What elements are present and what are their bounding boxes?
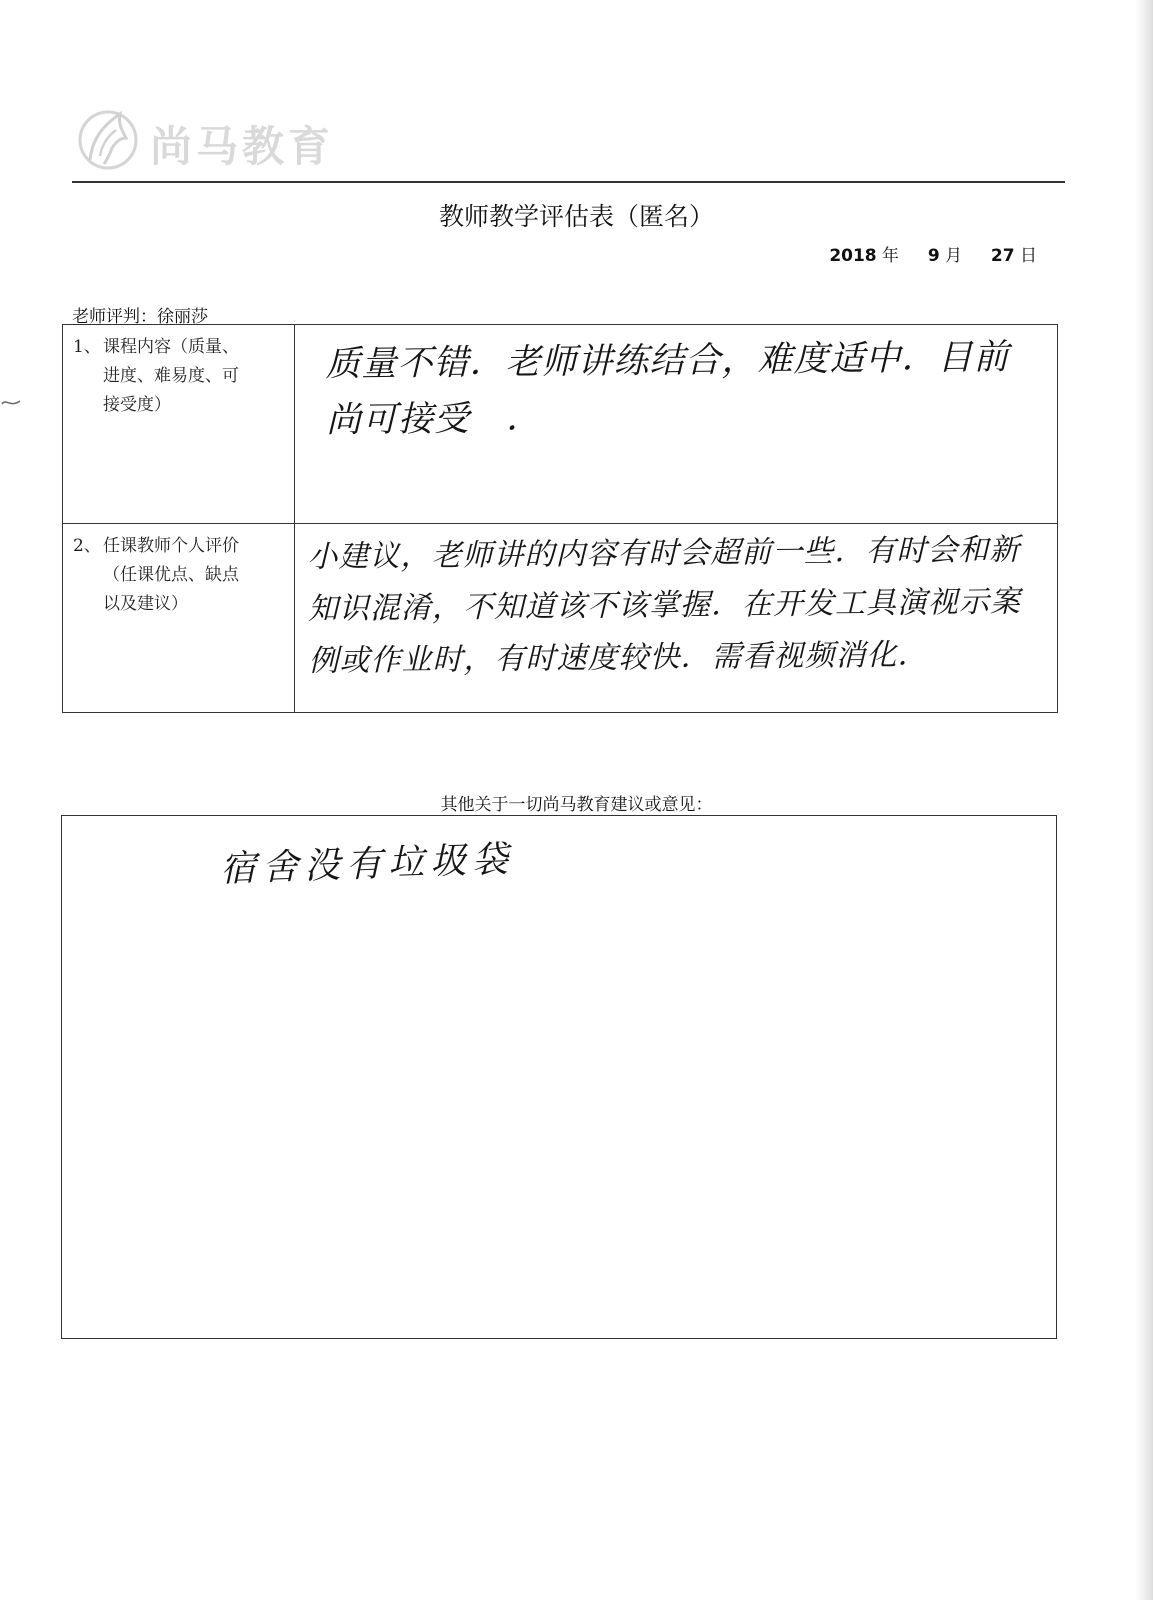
table-row: [63, 325, 1058, 524]
date-day-unit: 日: [1020, 246, 1037, 266]
table-row: [63, 524, 1058, 713]
other-suggestions-title: 其他关于一切尚马教育建议或意见：: [440, 795, 713, 815]
answer-course-content[interactable]: [295, 325, 1058, 524]
evaluation-table: [62, 324, 1058, 713]
other-suggestions-box[interactable]: [61, 815, 1057, 1339]
handwritten-suggestion: 宿舍没有垃圾袋: [219, 838, 515, 891]
row-label-text: 课程内容（质量、 进度、难易度、可 接受度）: [103, 337, 239, 415]
form-title: 教师教学评估表（匿名）: [438, 202, 714, 231]
handwritten-answer: 质量不错．老师讲练结合，难度适中．目前尚可接受 ．: [325, 337, 1010, 441]
form-date: [829, 241, 1037, 266]
row-label-teacher-evaluation: [63, 524, 295, 713]
logo-wordmark: 尚马教育: [150, 122, 335, 171]
date-year: 2018: [829, 246, 877, 266]
answer-teacher-evaluation[interactable]: [295, 524, 1058, 713]
teacher-label: 老师评判：徐丽莎: [72, 307, 208, 327]
date-month-unit: 月: [945, 246, 963, 266]
date-day: 27: [990, 246, 1015, 266]
row-number: 1、: [73, 337, 101, 357]
company-logo: [76, 104, 346, 172]
date-year-unit: 年: [882, 246, 900, 266]
header-divider: [72, 181, 1065, 183]
row-number: 2、: [73, 536, 101, 556]
margin-scan-mark: [0, 392, 22, 412]
row-label-text: 任课教师个人评价 （任课优点、缺点 以及建议）: [103, 536, 239, 614]
handwritten-answer: 小建议，老师讲的内容有时会超前一些．有时会和新知识混淆，不知道该不该掌握．在开发工具演视示案例或作业时，有时速度较快．需看视频消化．: [307, 532, 1022, 679]
horse-logo-icon: [76, 104, 140, 172]
date-month: 9: [927, 246, 940, 266]
row-label-course-content: [63, 325, 295, 524]
